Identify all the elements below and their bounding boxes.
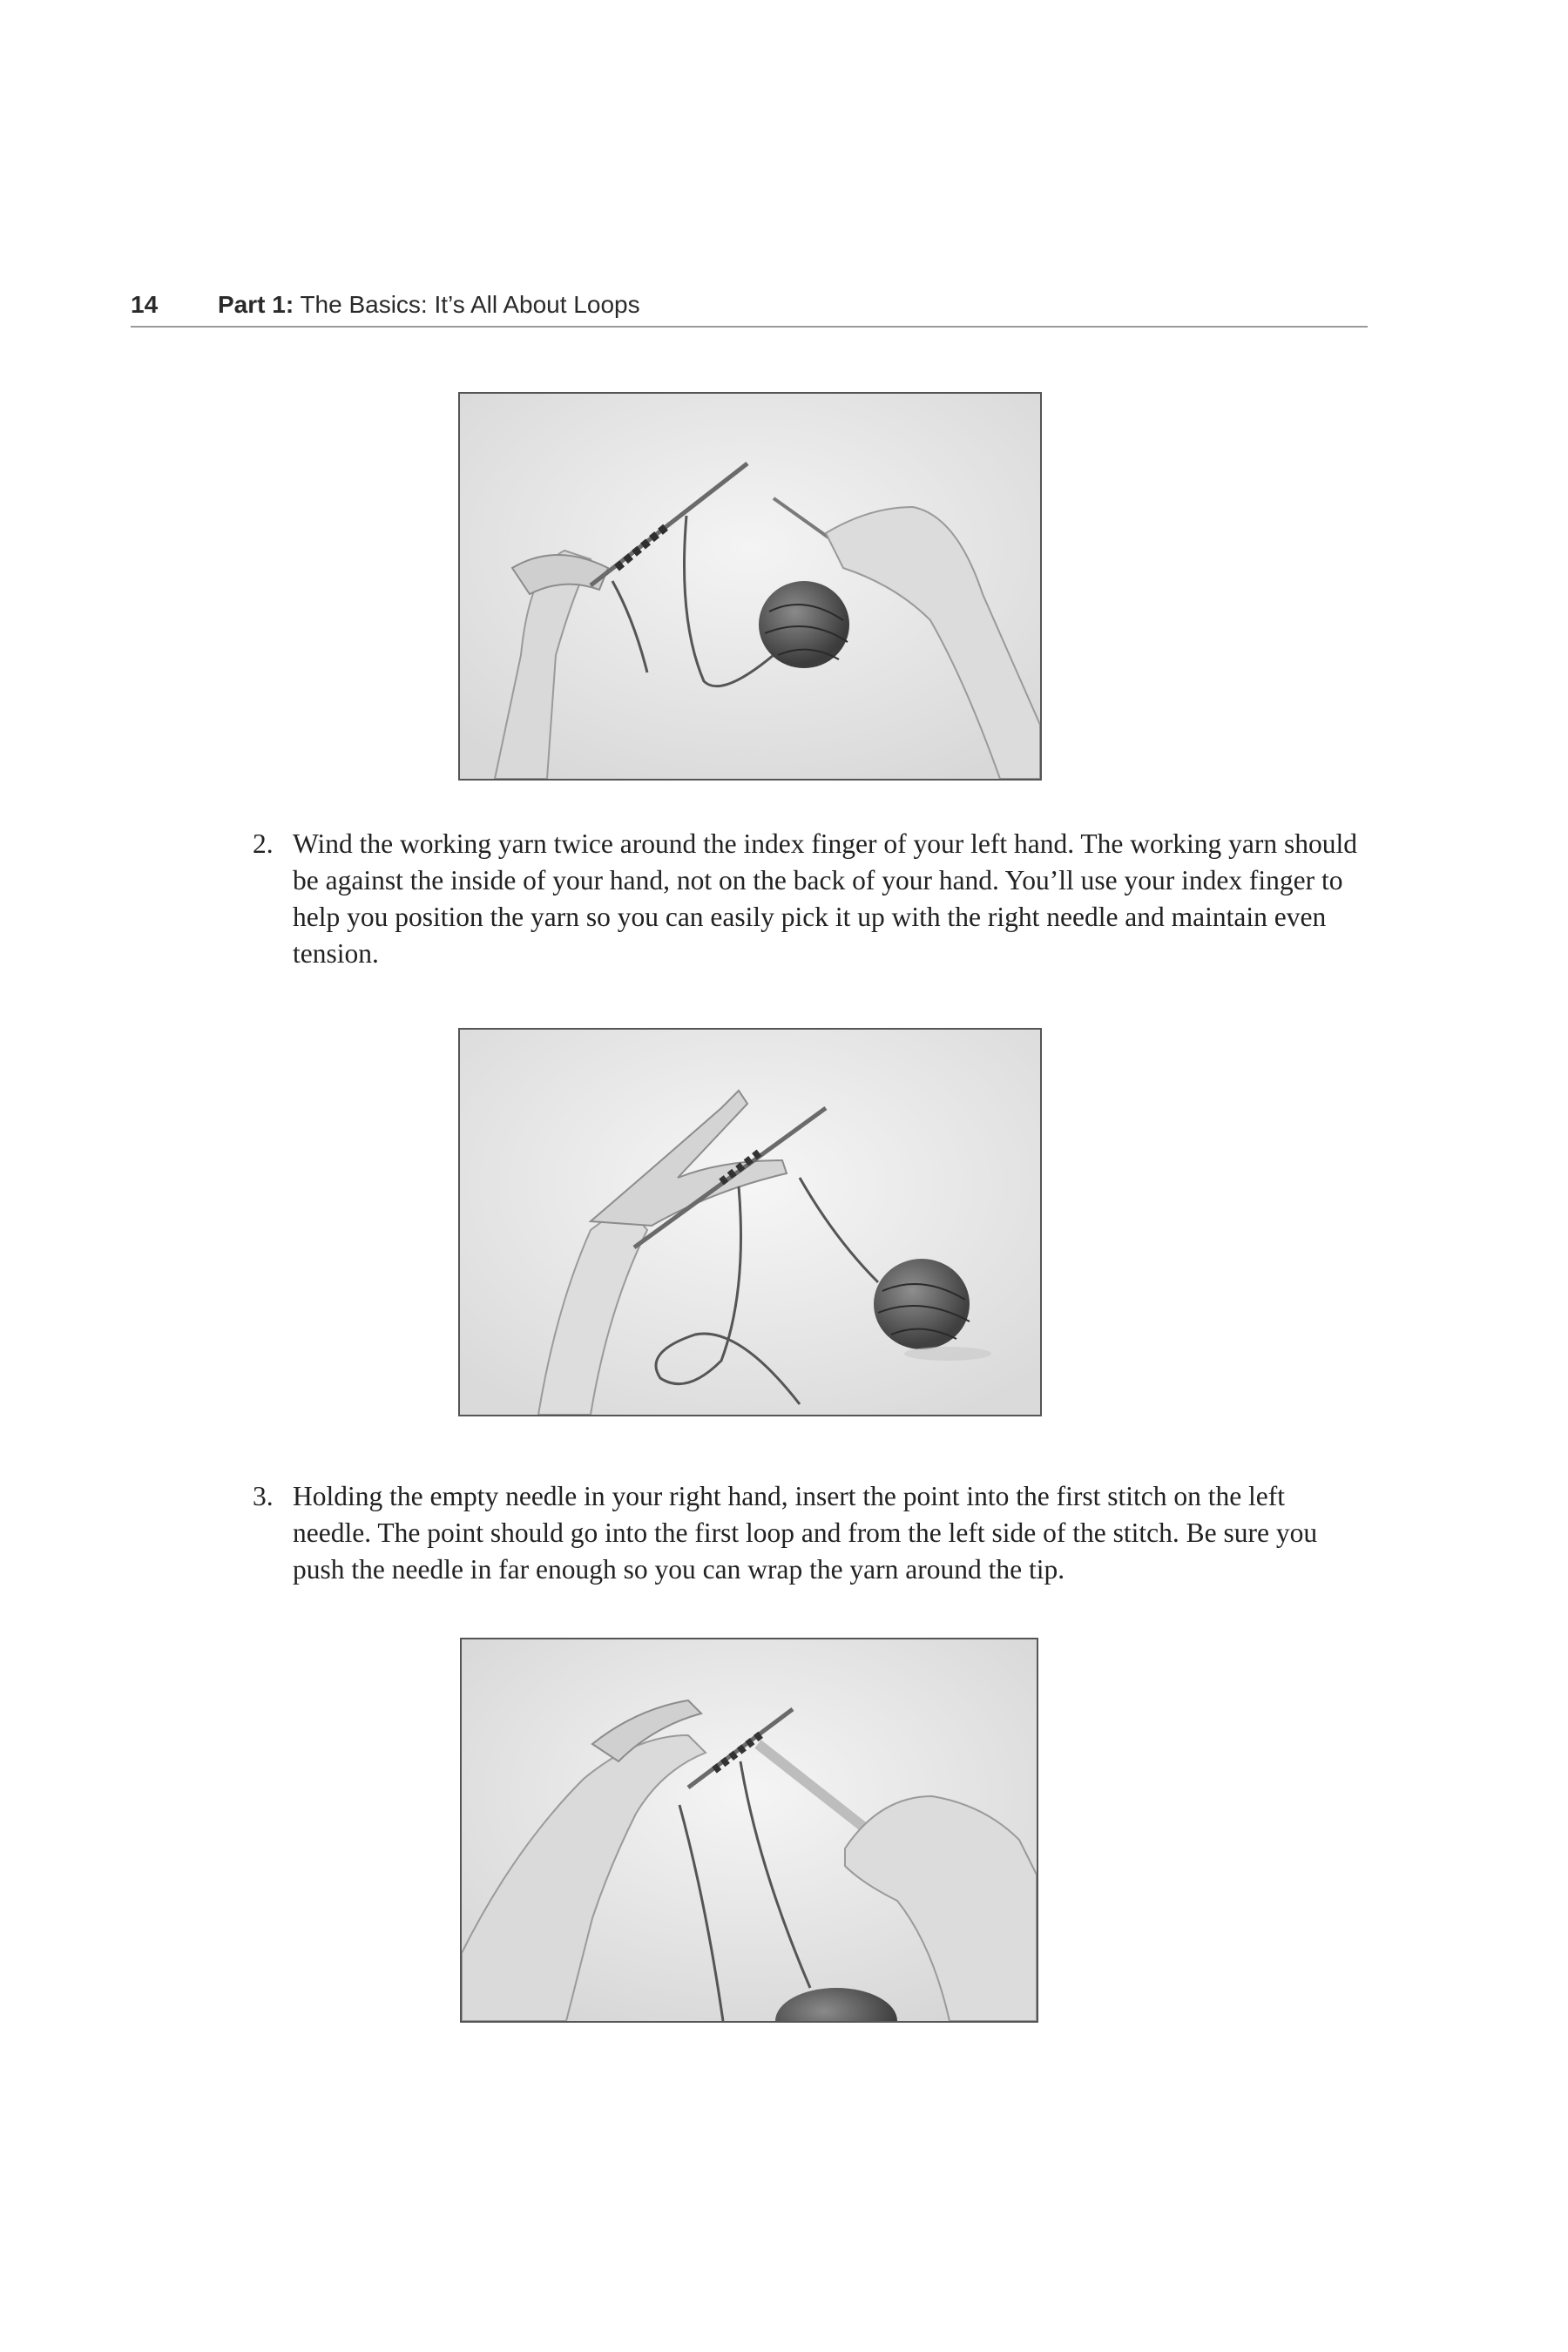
part-heading bbox=[218, 284, 640, 326]
step-number: 3. bbox=[253, 1481, 274, 1511]
step-number: 2. bbox=[253, 828, 274, 859]
page-number: 14 bbox=[131, 291, 159, 318]
step-2 bbox=[253, 826, 1368, 972]
yarn-wound-finger-icon bbox=[460, 1030, 1040, 1415]
needle-inserted-stitch-icon bbox=[462, 1639, 1037, 2021]
knitting-hands-needles-icon bbox=[460, 394, 1040, 779]
step-text: Holding the empty needle in your right hand, insert the point into the first stitch on the left needle. The point should go into the first loop and from the left side of the stitch. Be sure you push the needle in far enough so you can wrap the yarn around the tip. bbox=[293, 1481, 1318, 1585]
step-3 bbox=[253, 1478, 1368, 1588]
figure-1-photo bbox=[458, 392, 1042, 781]
step-text: Wind the working yarn twice around the index finger of your left hand. The working yarn should be against the inside of your hand, not on the back of your hand. You’ll use your index finger to help you position the yarn so you can easily pick it up with the right needle and maintain even tension. bbox=[293, 828, 1357, 969]
figure-3-photo bbox=[460, 1638, 1038, 2023]
figure-2-photo bbox=[458, 1028, 1042, 1416]
part-title: The Basics: It’s All About Loops bbox=[300, 291, 640, 318]
part-label: Part 1: bbox=[218, 291, 294, 318]
running-head bbox=[131, 284, 1368, 328]
